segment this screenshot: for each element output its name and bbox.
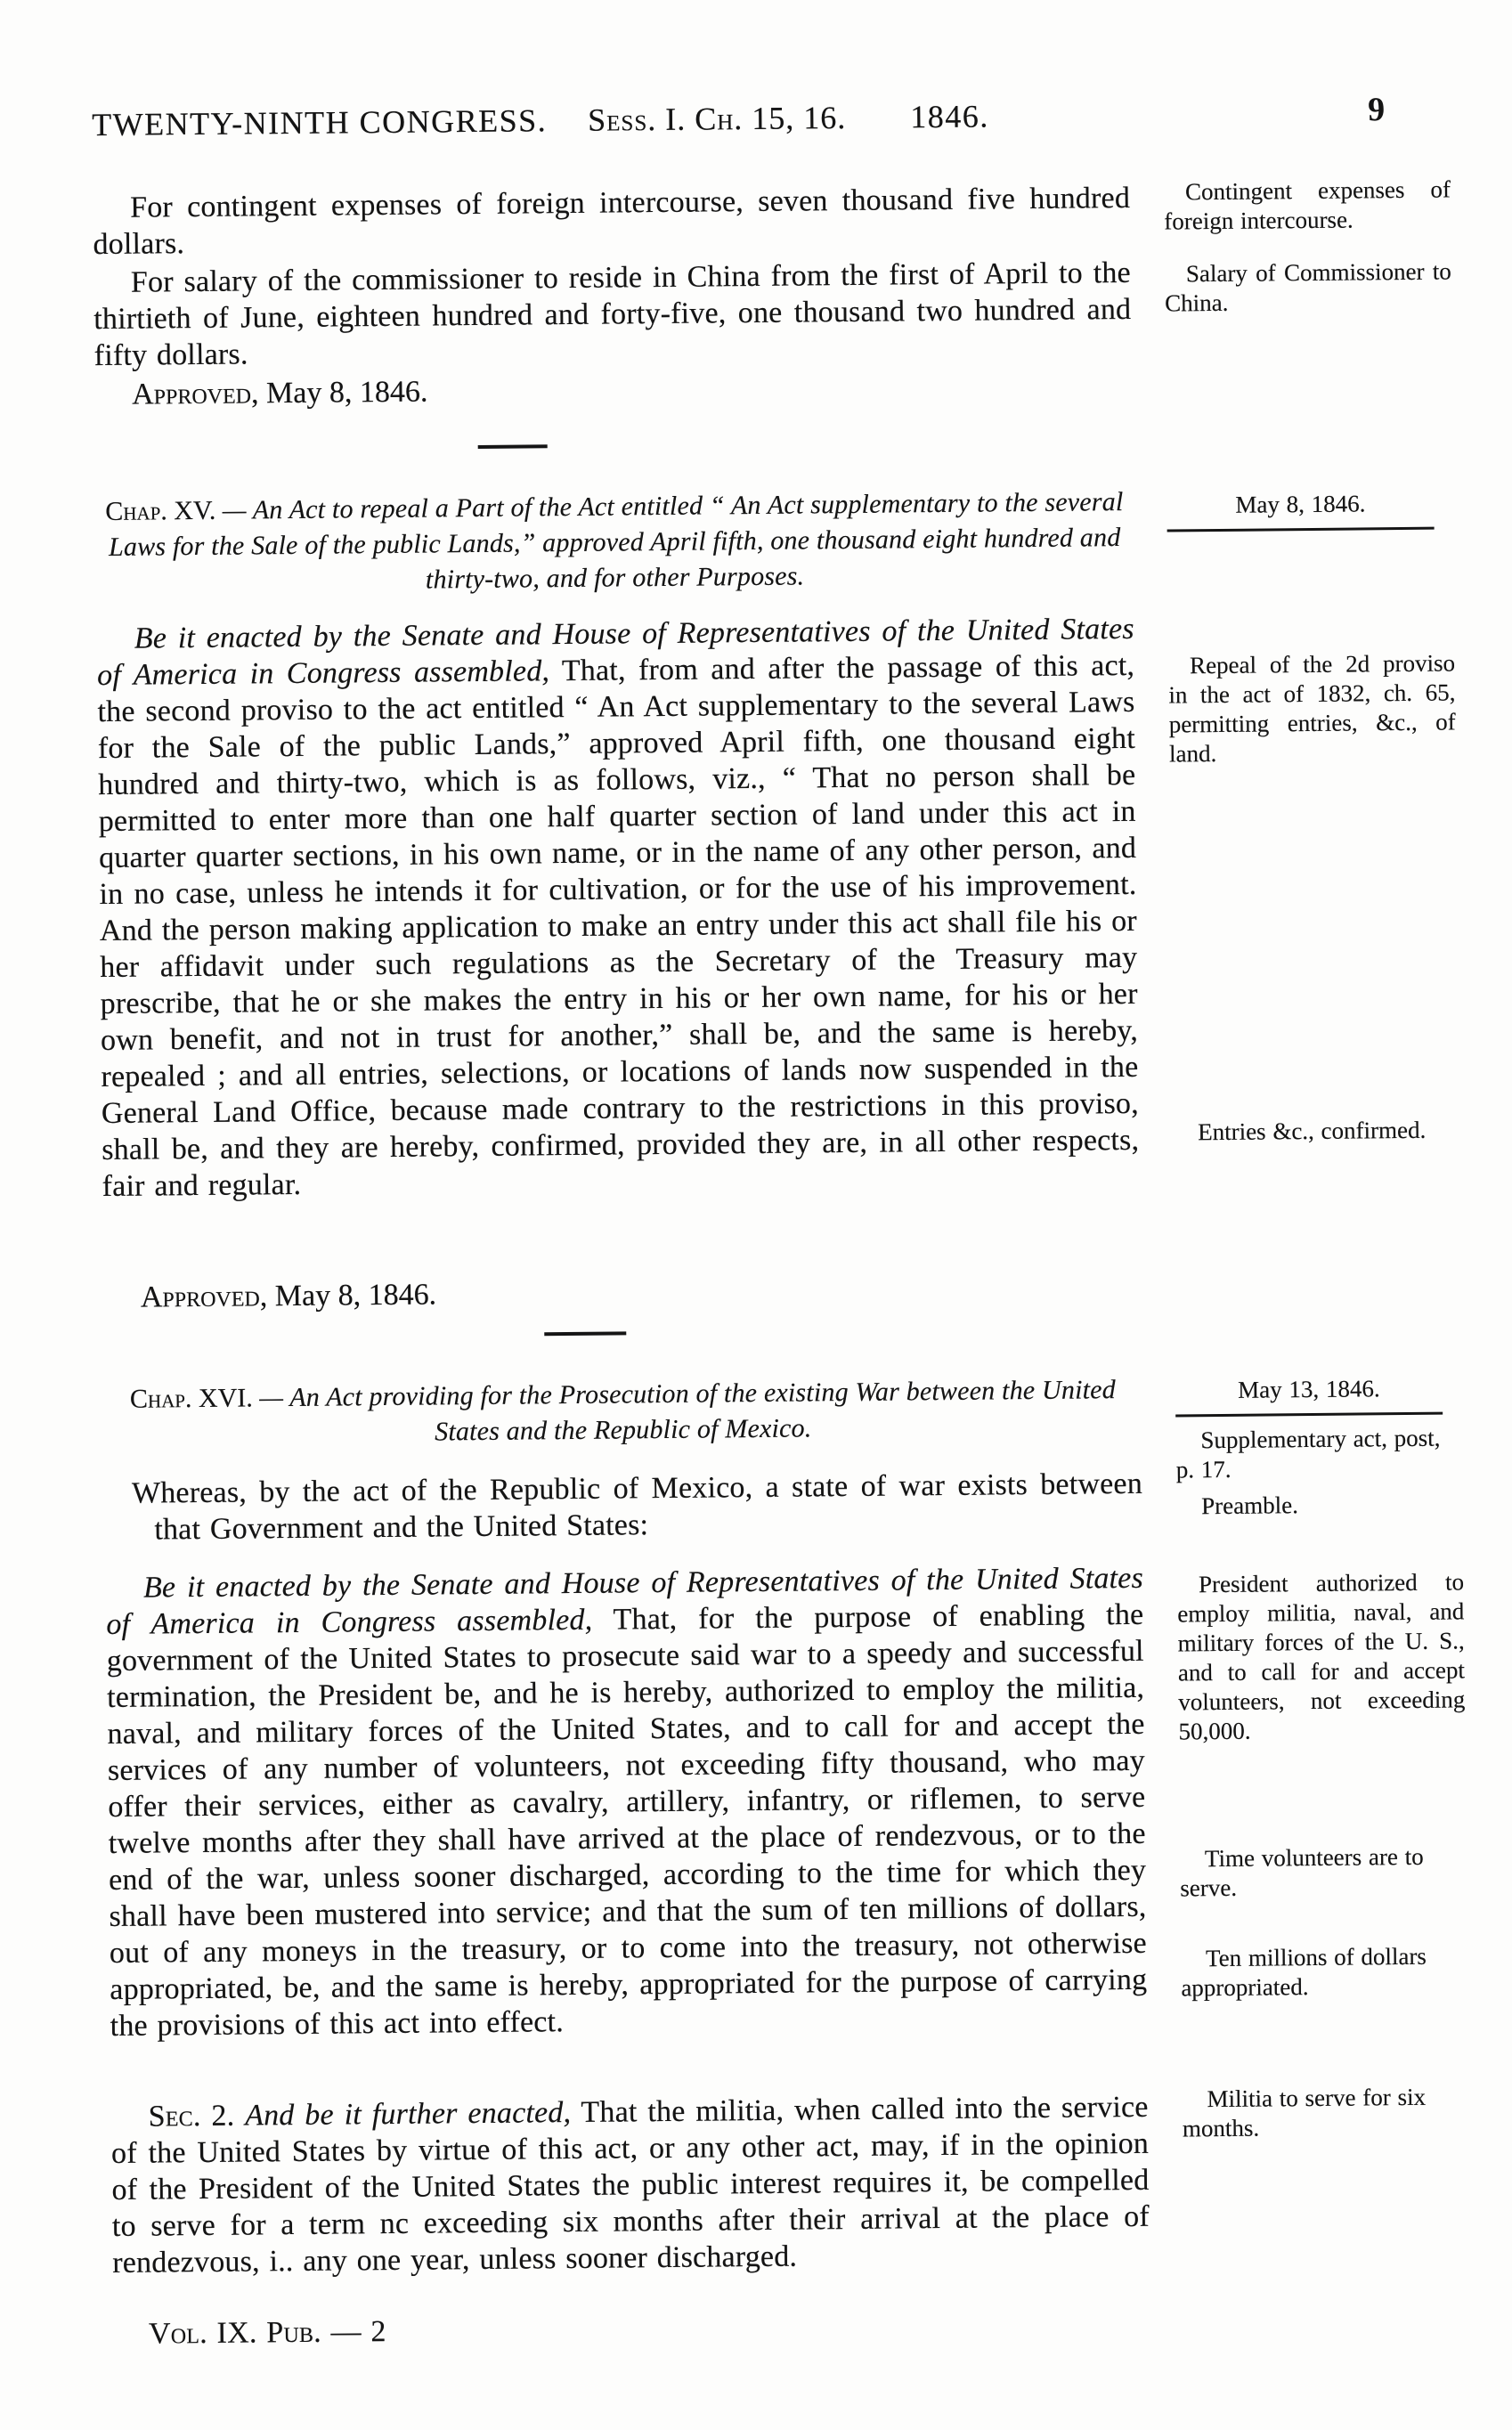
margin-note-date-chap-xvi: May 13, 1846. xyxy=(1175,1374,1443,1418)
margin-note-entries-confirmed: Entries &c., confirmed. xyxy=(1197,1116,1427,1146)
running-head-year: 1846. xyxy=(910,98,989,135)
section-2-text: That the militia, when called into the service of the United States by virtue of this act, or any other act, may, if in the opinion of the President of the United States the public interest requires it, be compelled to serve for a term nc exceeding six months after their arrival at the place of rendezvous, i.. any one year, unless sooner discharged. xyxy=(110,2090,1150,2280)
approved-date: May 8, 1846. xyxy=(265,375,428,410)
approved-date: May 8, 1846. xyxy=(274,1278,437,1313)
margin-note-president-authorized: President authorized to employ militia, naval, and military forces of the U. S., and to call for and accept volunteers, not exceeding 50,000. xyxy=(1177,1568,1466,1745)
enacting-text: That, from and after the passage of this act, the second proviso to the act entitled “ An Act supplementary to the several Laws for the Sale of the public Lands,” approved April fifth, one thousand eight hundred and thirty-two, which is as follows, viz., “ That no person shall be permitted to enter more than one half quarter section of land under this act in quarter quarter sections, in his own name, or in the name of any other person, and in no case, unless he intends it for cultivation, or for the use of his improvement. And the person making application to make an entry under this act shall file his or her affidavit under such regulations as the Secretary of the Treasury may prescribe, that he or she makes the entry in his or her own name, for his or her own benefit, and not in trust for another,” shall be, and the same is hereby, repealed ; and all entries, selections, or locations of lands now suspended in the General Land Office, because made contrary to the restrictions in this proviso, shall be, and they are hereby, confirmed, provided they are, in all other respects, fair and regular. xyxy=(97,648,1140,1204)
section-divider-rule xyxy=(544,1331,626,1336)
approved-word: Approved, xyxy=(131,377,259,411)
chapter-xvi-title: — An Act providing for the Prosecution of the existing War between the United States and the Republic of Mexico. xyxy=(259,1375,1117,1447)
chapter-xv-enacting-paragraph xyxy=(97,611,1140,1205)
chapter-xvi-section-1 xyxy=(106,1560,1148,2044)
paragraph-salary-commissioner: For salary of the commissioner to reside in China from the first of April to the thirtieth of June, eighteen hundred and forty-five, one thousand two hundred and fifty dollars. xyxy=(93,256,1132,373)
chapter-heading-xv xyxy=(95,484,1134,601)
approved-line-chap-xv xyxy=(103,1272,1141,1315)
margin-note-supplementary-act: Supplementary act, post, p. 17. xyxy=(1175,1424,1441,1483)
enacting-text: That, for the purpose of enabling the government of the United States to prosecute said war to a speedy and successful termination, the President be, and he is hereby, authorized to employ the militia, naval, and military forces of the United States, and to call for and accept the services of any number of volunteers, not exceeding fifty thousand, who may offer their services, either as cavalry, artillery, infantry, or riflemen, to serve twelve months after they shall have arrived at the place of rendezvous, or to the end of the war, unless sooner discharged, according to the time for which they shall have been mustered into service; and that the sum of ten millions of dollars, out of any moneys in the treasury, or to come into the treasury, not otherwise appropriated, be, and the same is hereby, appropriated for the purpose of carrying the provisions of this act into effect. xyxy=(106,1597,1148,2044)
margin-note-militia-six-months: Militia to serve for six months. xyxy=(1182,2083,1427,2142)
paragraph-contingent-expenses: For contingent expenses of foreign intercourse, seven thousand five hundred dollars. xyxy=(93,181,1131,262)
enacting-clause: Be it enacted by the Senate and House of Representatives of the United States of America in Congress assembled, xyxy=(106,1561,1144,1642)
chapter-xvi-label: Chap. XVI. xyxy=(129,1383,253,1414)
margin-note-repeal-proviso: Repeal of the 2d proviso in the act of 1832, ch. 65, permitting entries, &c., of land. xyxy=(1168,649,1456,768)
chapter-xvi-preamble: Whereas, by the act of the Republic of Mexico, a state of war exists between that Government and the United States: xyxy=(131,1467,1143,1547)
volume-footer-text: Vol. IX. Pub. — 2 xyxy=(148,2315,386,2351)
approved-word: Approved, xyxy=(140,1280,268,1314)
chapter-heading-xvi xyxy=(104,1372,1142,1453)
running-head xyxy=(92,96,1129,143)
margin-note-time-volunteers: Time volunteers are to serve. xyxy=(1180,1842,1424,1902)
chapter-xvi-section-2 xyxy=(110,2089,1150,2281)
chapter-xv-label: Chap. XV. xyxy=(105,495,216,526)
running-head-session: Sess. I. Ch. 15, 16. xyxy=(587,99,847,138)
section-divider-rule xyxy=(478,444,548,449)
running-head-congress: TWENTY-NINTH CONGRESS. xyxy=(92,102,548,143)
volume-footer xyxy=(113,2306,1150,2353)
approved-line-intro xyxy=(94,369,1132,412)
margin-note-contingent-expenses: Contingent expenses of foreign intercourse. xyxy=(1164,175,1451,235)
margin-note-salary-commissioner: Salary of Commissioner to China. xyxy=(1165,257,1452,317)
section-2-label: Sec. 2. xyxy=(148,2099,235,2133)
margin-note-ten-millions: Ten millions of dollars appropriated. xyxy=(1181,1942,1427,2002)
enacting-clause: Be it enacted by the Senate and House of Representatives of the United States of America in Congress assembled, xyxy=(96,612,1134,693)
chapter-xv-title: — An Act to repeal a Part of the Act entitled “ An Act supplementary to the several Laws for the Sale of the public Lands,” approved April fifth, one thousand eight hundred and thirty-two, and for other Purposes. xyxy=(108,487,1124,595)
page-number: 9 xyxy=(1367,91,1386,129)
section-2-enacting-clause: And be it further enacted, xyxy=(244,2096,572,2133)
margin-note-preamble: Preamble. xyxy=(1201,1491,1299,1520)
margin-note-date-chap-xv: May 8, 1846. xyxy=(1167,489,1434,532)
